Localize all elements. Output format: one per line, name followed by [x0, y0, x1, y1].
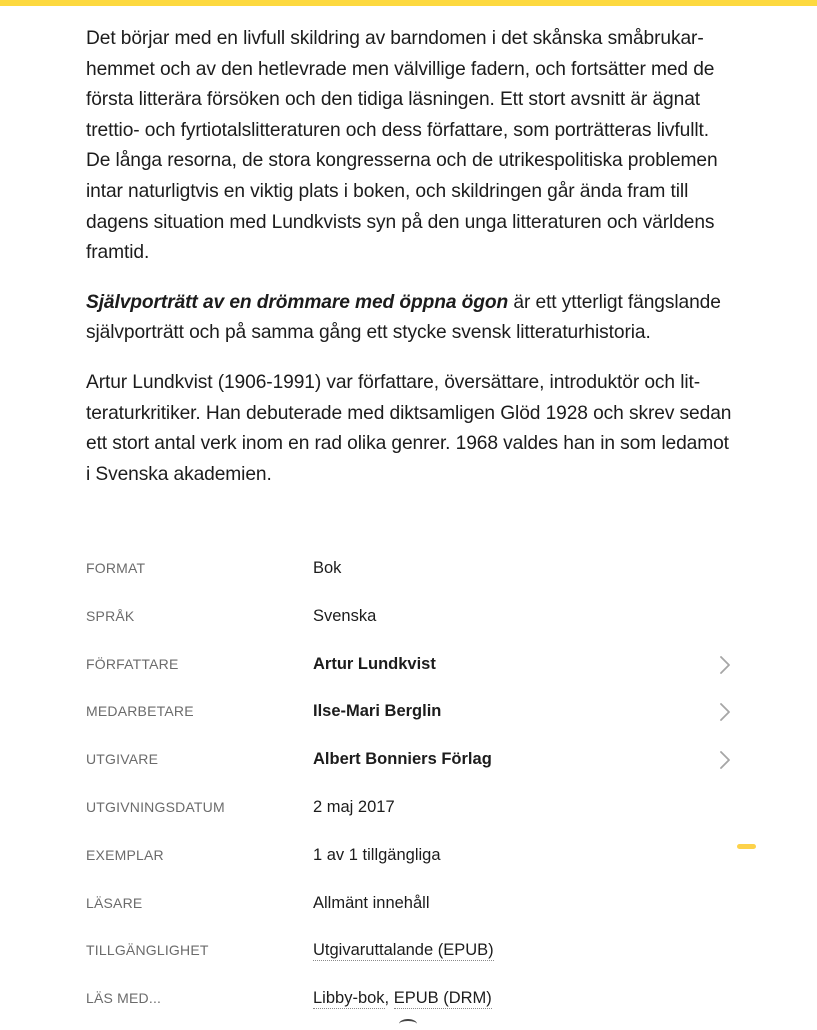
details-value: [313, 934, 494, 966]
description-paragraph-author-bio: Artur Lundkvist (1906-1991) var författare, översättare, introduktör och litteraturkritiker. Han debuterade med diktsamligen Glöd 1928 och skrev sedan ett stort antal verk inom en rad olika genrer. 1968 valdes han in som ledamot i Svenska akademien.: [86, 371, 732, 485]
publisher-link[interactable]: Albert Bonniers Förlag: [313, 750, 492, 769]
details-label: LÄS MED...: [86, 990, 162, 1007]
details-value: Allmänt innehåll: [313, 893, 430, 912]
details-label: UTGIVARE: [86, 751, 159, 768]
details-value: Svenska: [313, 606, 377, 625]
details-value: 1 av 1 tillgängliga: [313, 845, 441, 864]
details-row-format: [86, 552, 746, 600]
partial-icon: [399, 1019, 417, 1029]
details-label: UTGIVNINGSDATUM: [86, 798, 225, 815]
details-label: EXEMPLAR: [86, 846, 164, 863]
details-row-publisher[interactable]: [86, 743, 746, 791]
description-paragraph-title: [86, 288, 736, 349]
details-row-language: [86, 600, 746, 648]
details-row-audience: [86, 887, 746, 935]
description-paragraph-title-rest: är ett ytterligt fängslande självporträtt och på samma gång ett stycke svensk litteraturhistoria.: [86, 291, 721, 344]
book-details-table: [86, 552, 746, 1030]
author-link[interactable]: Artur Lundkvist: [313, 654, 436, 673]
book-description: [86, 24, 736, 490]
details-label: LÄSARE: [86, 894, 143, 911]
highlight-marker: [737, 844, 756, 849]
details-label: TILLGÄNGLIGHET: [86, 942, 209, 959]
details-row-copies: [86, 839, 746, 887]
chevron-right-icon[interactable]: [718, 656, 732, 674]
chevron-right-icon[interactable]: [718, 751, 732, 769]
read-with-epub-link[interactable]: EPUB (DRM): [393, 989, 492, 1008]
chevron-right-icon[interactable]: [718, 703, 732, 721]
book-title: Självporträtt av en drömmare med öppna ögon: [86, 291, 509, 313]
read-with-libby-link[interactable]: Libby-bok: [313, 989, 385, 1008]
description-paragraph-summary: Det börjar med en livfull skildring av barndomen i det skånska småbrukarhemmet och av den hetlevrade men välvillige fadern, och fortsätter med de första litterära försöken och den tidiga läsningen. Ett stort avsnitt är ägnat trettio- och fyrtiotalslitteraturen och dess författare, som porträtteras livfullt. De långa resorna, de stora kongresserna och de utrikespolitiska problemen intar naturligtvis en viktig plats i boken, och skildringen går ända fram till dagens situation med Lundkvists syn på den unga litteraturen och världens framtid.: [86, 28, 718, 264]
details-row-availability: [86, 934, 746, 982]
details-label: FORMAT: [86, 560, 146, 576]
contributor-link[interactable]: Ilse-Mari Berglin: [313, 702, 442, 721]
details-row-release-date: [86, 791, 746, 839]
details-row-author[interactable]: [86, 648, 746, 696]
read-with-separator: ,: [384, 989, 394, 1008]
details-label: SPRÅK: [86, 607, 135, 624]
details-value: 2 maj 2017: [313, 797, 395, 816]
details-label: MEDARBETARE: [86, 703, 194, 720]
details-row-contributor[interactable]: [86, 695, 746, 743]
availability-link[interactable]: Utgivaruttalande (EPUB): [313, 941, 494, 960]
details-value: [313, 982, 492, 1014]
details-label: FÖRFATTARE: [86, 655, 179, 672]
details-value: Bok: [313, 559, 342, 577]
top-accent-bar: [0, 0, 817, 6]
